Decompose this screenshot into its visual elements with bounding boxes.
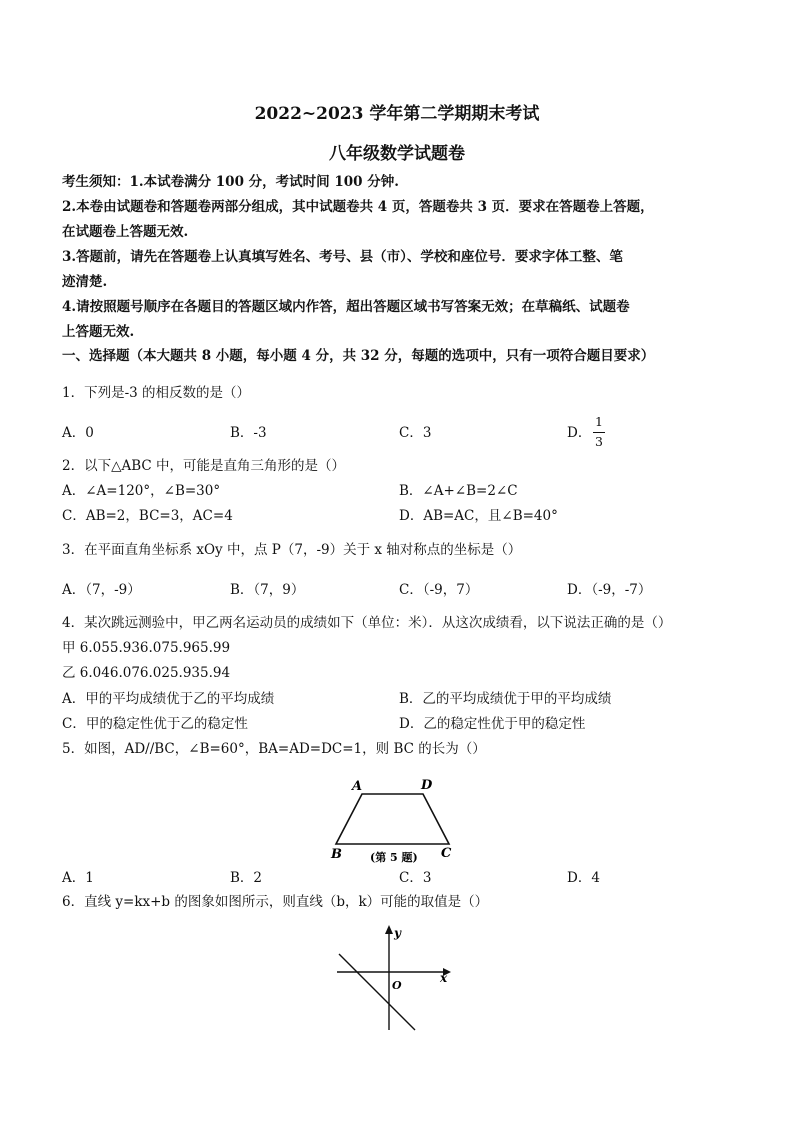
q2-stem: 2．以下△ABC 中，可能是直角三角形的是（） (62, 458, 346, 474)
q5-stem: 5．如图，AD//BC，∠B=60°，BA=AD=DC=1，则 BC 的长为（） (62, 741, 486, 757)
q1-option-d: D． (567, 425, 592, 441)
fraction-numerator: 1 (595, 414, 603, 429)
q3-stem: 3．在平面直角坐标系 xOy 中，点 P（7，-9）关于 x 轴对称点的坐标是（） (62, 542, 522, 558)
q3-option-c: C．（-9，7） (399, 582, 479, 598)
notice-line-1: 考生须知：1.本试卷满分 100 分，考试时间 100 分钟. (62, 174, 399, 190)
q4-option-d: D．乙的稳定性优于甲的稳定性 (399, 716, 586, 732)
notice-line-2: 2.本卷由试题卷和答题卷两部分组成，其中试题卷共 4 页，答题卷共 3 页．要求在答题卷上答题， (62, 199, 654, 215)
q5-option-d: D．4 (567, 870, 600, 886)
q4-option-c: C．甲的稳定性优于乙的稳定性 (62, 716, 248, 732)
q3-option-d: D．（-9，-7） (567, 582, 652, 598)
notice-line-6: 4.请按照题号顺序在各题目的答题区域内作答，超出答题区域书写答案无效；在草稿纸、试题卷 (62, 299, 630, 315)
notice-line-7: 上答题无效. (62, 324, 135, 340)
notice-line-4: 3.答题前，请先在答题卷上认真填写姓名、考号、县（市）、学校和座位号．要求字体工整、笔 (62, 249, 623, 265)
label-c: C (441, 846, 452, 861)
q5-option-a: A．1 (62, 870, 94, 886)
q5-option-b: B．2 (230, 870, 263, 886)
q2-option-c: C．AB=2，BC=3，AC=4 (62, 508, 233, 524)
exam-subtitle: 八年级数学试题卷 (329, 144, 465, 164)
q1-option-b: B．-3 (230, 425, 267, 441)
q1-stem: 1．下列是-3 的相反数的是（） (62, 385, 251, 401)
q1-option-c: C．3 (399, 425, 432, 441)
trapezoid-shape (336, 794, 449, 844)
q2-option-d: D．AB=AC，且∠B=40° (399, 508, 558, 524)
y-axis-arrow-icon (385, 925, 393, 934)
q4-row-yi: 乙 6.046.076.025.935.94 (62, 665, 231, 681)
q4-option-b: B．乙的平均成绩优于甲的平均成绩 (399, 691, 612, 707)
q4-stem: 4．某次跳远测验中，甲乙两名运动员的成绩如下（单位：米）．从这次成绩看，以下说法正确的是（） (62, 615, 672, 631)
section-1-heading: 一、选择题（本大题共 8 小题，每小题 4 分，共 32 分，每题的选项中，只有一项符合题目要求） (62, 348, 655, 364)
q3-option-a: A．（7，-9） (62, 582, 141, 598)
q4-row-jia: 甲 6.055.936.075.965.99 (62, 640, 231, 656)
label-a: A (352, 779, 363, 794)
label-y: y (394, 926, 401, 940)
q5-trapezoid-figure (320, 770, 470, 865)
q4-option-a: A．甲的平均成绩优于乙的平均成绩 (62, 691, 275, 707)
q3-option-b: B．（7，9） (230, 582, 305, 598)
line-y-kx-b (339, 954, 415, 1030)
q2-option-a: A．∠A=120°，∠B=30° (62, 483, 221, 499)
exam-title: 2022~2023 学年第二学期期末考试 (254, 104, 540, 124)
figure-caption: (第 5 题) (370, 851, 418, 864)
q1-option-a: A．0 (62, 425, 94, 441)
label-origin: O (392, 979, 402, 992)
label-b: B (331, 847, 342, 862)
q6-line-graph-figure (325, 918, 460, 1038)
notice-line-5: 迹清楚. (62, 274, 108, 290)
label-x: x (440, 971, 448, 985)
notice-line-3: 在试题卷上答题无效. (62, 224, 189, 240)
q5-option-c: C．3 (399, 870, 432, 886)
fraction-denominator: 3 (595, 434, 603, 449)
label-d: D (421, 778, 433, 793)
q2-option-b: B．∠A+∠B=2∠C (399, 483, 518, 499)
q6-stem: 6．直线 y=kx+b 的图象如图所示，则直线（b，k）可能的取值是（） (62, 894, 489, 910)
